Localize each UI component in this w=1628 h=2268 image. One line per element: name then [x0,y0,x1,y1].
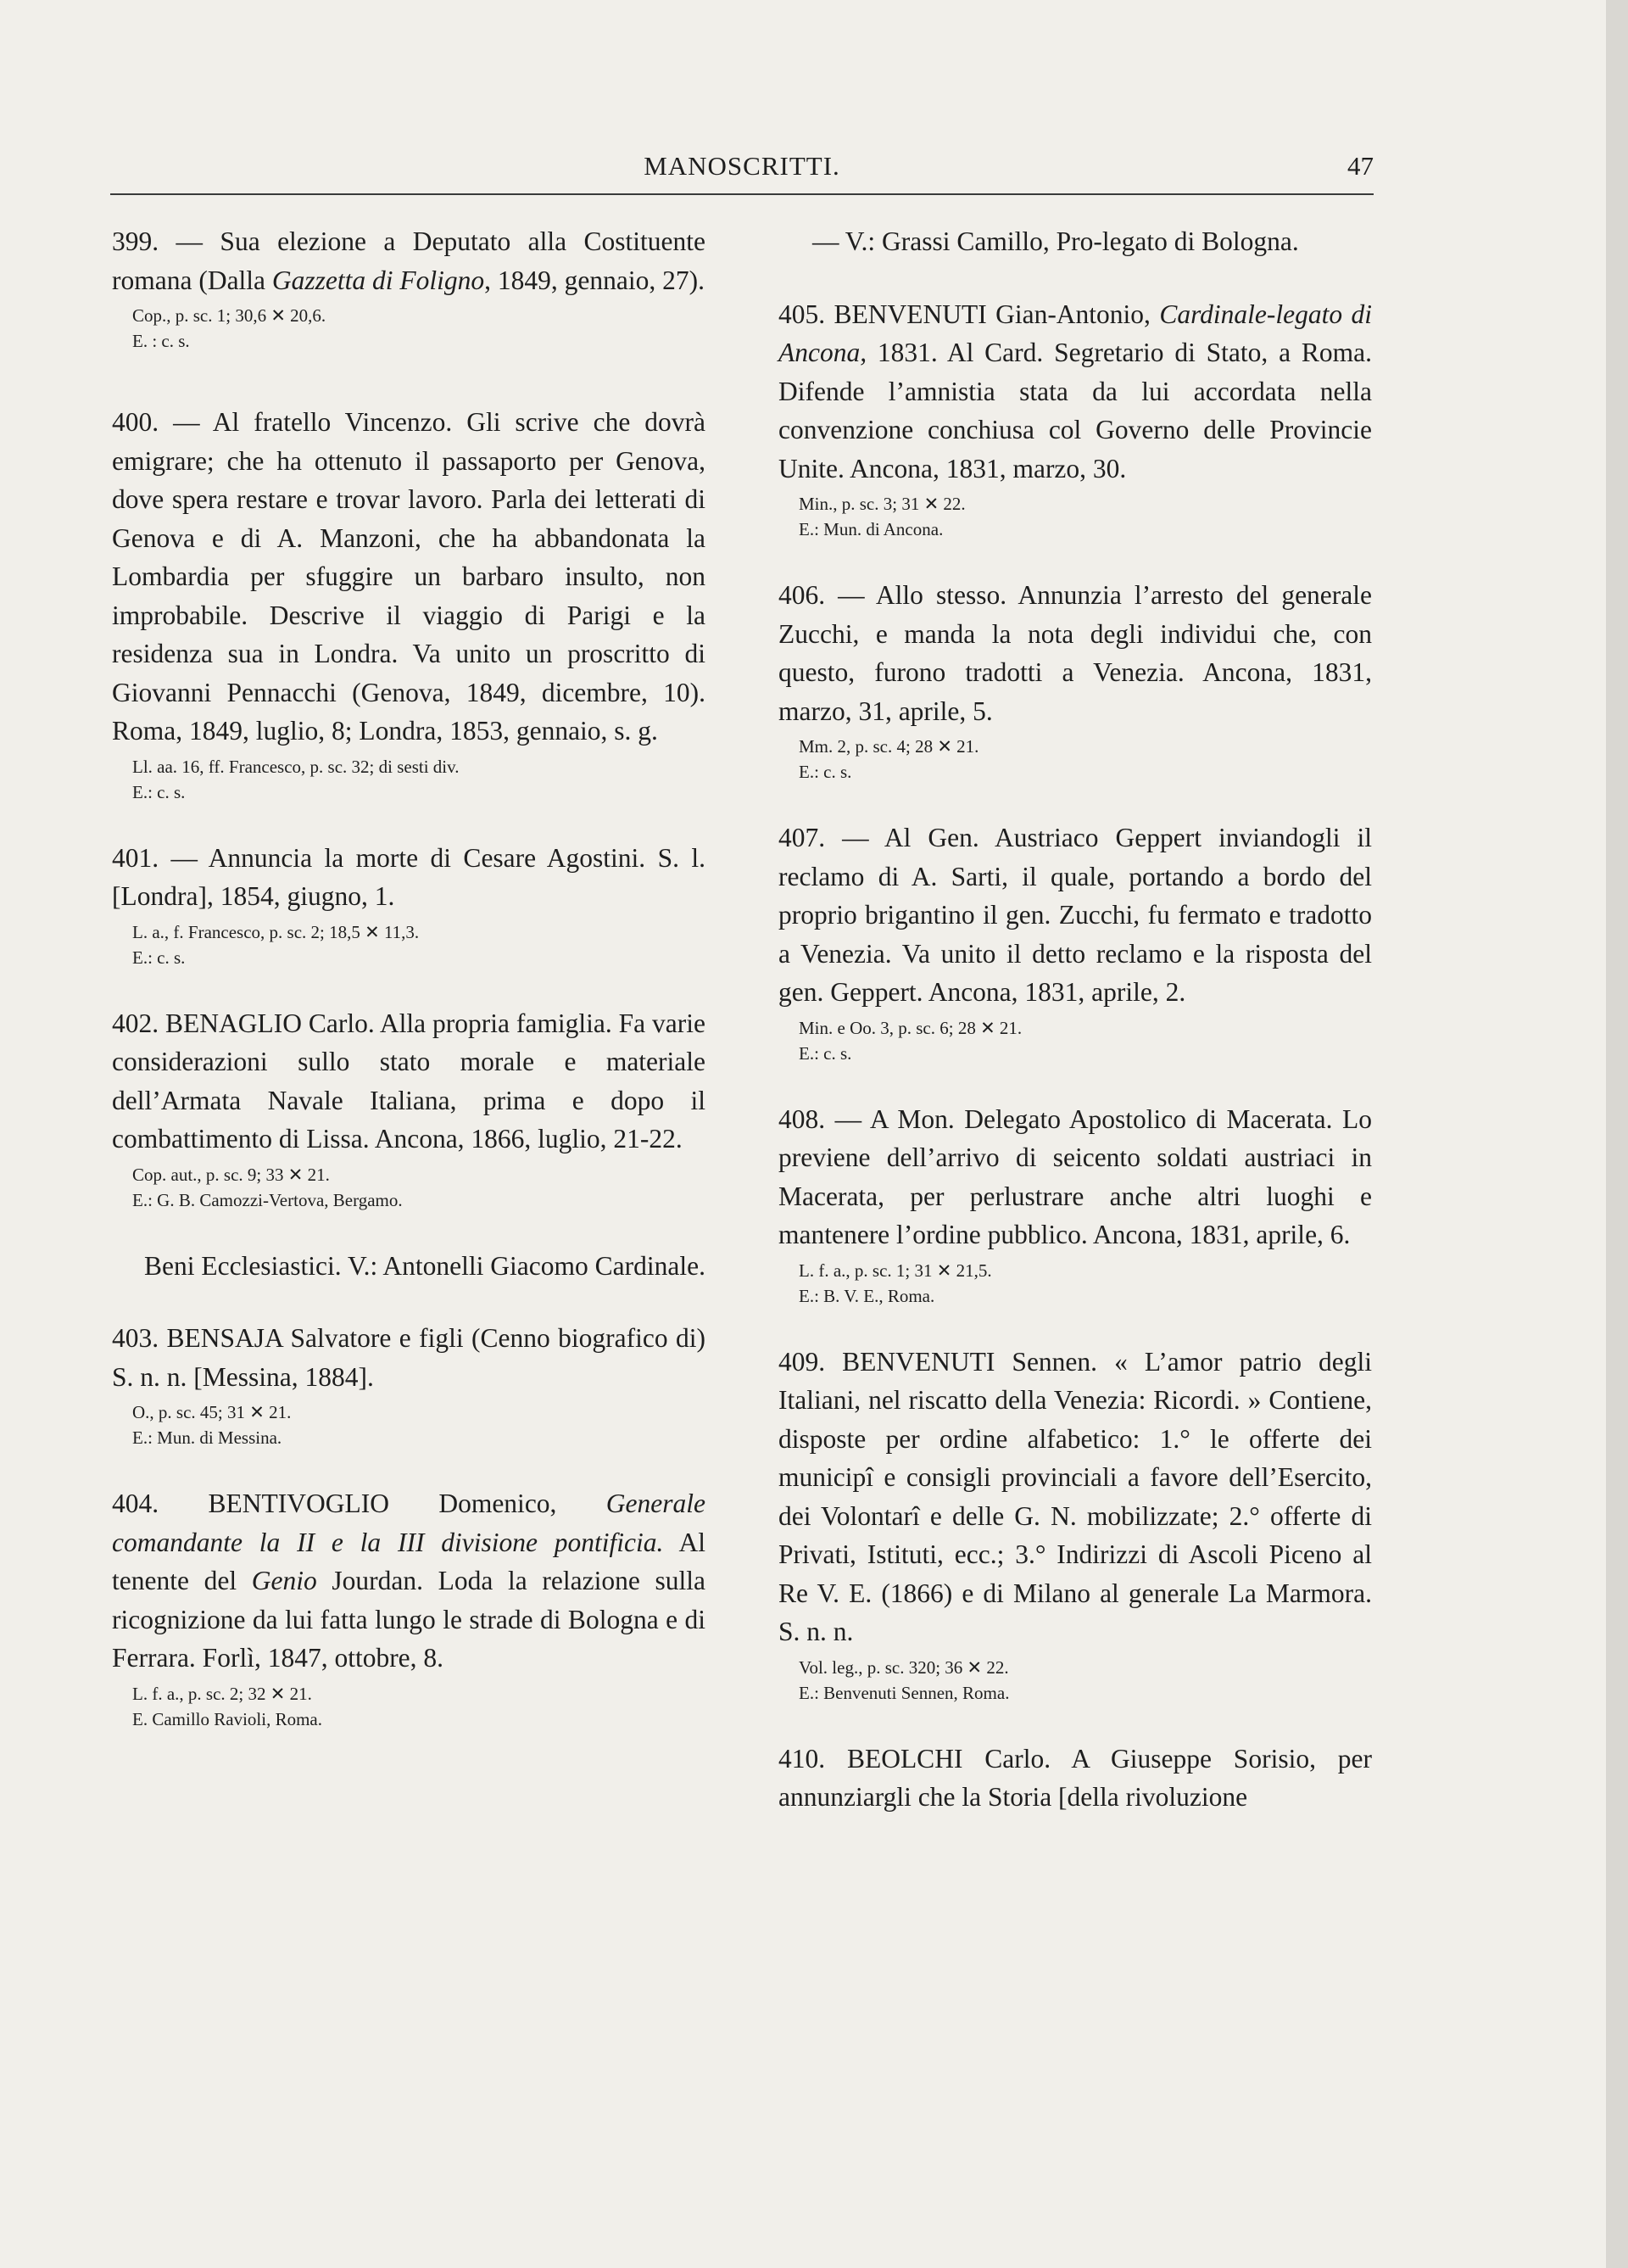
entry-text: 406. — Allo stesso. Annunzia l’arresto del generale Zucchi, e manda la nota degli individui che, con questo, furono tradotti a Venezia. Ancona, 1831, marzo, 31, aprile, 5. [778,580,1372,726]
entry-410 [778,1740,1372,1817]
entry-note: E.: c. s. [799,1042,852,1064]
page-edge-shadow [1606,0,1628,2268]
entry-note: E.: c. s. [132,947,186,968]
entry-note: Mm. 2, p. sc. 4; 28 ✕ 21. [799,736,979,757]
entry-text: 399. — Sua elezione a Deputato alla Costituente romana (Dalla [112,226,705,295]
entry-italic: Cardinale-legato di Ancona, [778,299,1372,367]
entry-note: L. f. a., p. sc. 1; 31 ✕ 21,5. [799,1260,992,1281]
entry-note: E. : c. s. [132,331,190,351]
entry-407 [778,818,1372,1066]
entry-406 [778,576,1372,785]
page-number: 47 [1347,151,1374,181]
entry-tail: Jourdan. Loda la relazione sulla ricognizione da lui fatta lungo le strade di Bologna e di Ferrara. Forlì, 1847, ottobre, 8. [112,1566,705,1673]
running-title: MANOSCRITTI. [644,151,840,181]
entry-note: Cop., p. sc. 1; 30,6 ✕ 20,6. [132,305,326,326]
entry-405 [778,295,1372,543]
entry-italic: Gazzetta di Foligno [271,265,485,295]
entry-tail: 1831. Al Card. Segretario di Stato, a Roma. Difende l’amnistia stata da lui accordata nella convenzione conchiusa col Governo delle Provincie Unite. Ancona, 1831, marzo, 30. [778,338,1372,483]
entry-note: E.: G. B. Camozzi-Vertova, Bergamo. [132,1189,403,1210]
header-rule [110,193,1374,195]
entry-note: E.: Mun. di Messina. [132,1427,282,1448]
entry-402 [112,1004,705,1213]
entry-italic: Generale comandante la II e la III divisione pontificia. [112,1489,705,1557]
entry-note: E.: c. s. [132,781,186,802]
entry-note: Vol. leg., p. sc. 320; 36 ✕ 22. [799,1656,1009,1678]
cross-reference [778,222,1372,261]
entry-text: 402. BENAGLIO Carlo. Alla propria famiglia. Fa varie considerazioni sullo stato morale e materiale dell’Armata Navale Italiana, prima e dopo il combattimento di Lissa. Ancona, 1866, luglio, 21-22. [112,1008,705,1154]
entry-text: Beni Ecclesiastici. V.: Antonelli Giacomo Cardinale. [144,1250,705,1281]
entry-text: 410. BEOLCHI Carlo. A Giuseppe Sorisio, per annunziargli che la Storia [della rivoluzione [778,1743,1372,1812]
entry-note: E. Camillo Ravioli, Roma. [132,1708,322,1729]
entry-note: Min. e Oo. 3, p. sc. 6; 28 ✕ 21. [799,1017,1023,1038]
entry-text: 401. — Annuncia la morte di Cesare Agostini. S. l. [Londra], 1854, giugno, 1. [112,842,705,911]
right-column [778,222,1372,1817]
entry-text: 408. — A Mon. Delegato Apostolico di Macerata. Lo previene dell’arrivo di seicento soldati austriaci in Macerata, per perlustrare anche altri luoghi e mantenere l’ordine pubblico. Ancona, 1831, aprile, 6. [778,1103,1372,1249]
page-header [110,151,1374,193]
entry-note: Ll. aa. 16, ff. Francesco, p. sc. 32; di sesti div. [132,756,460,777]
entry-note: L. f. a., p. sc. 2; 32 ✕ 21. [132,1683,312,1704]
entry-text: 405. BENVENUTI Gian-Antonio, [778,299,1160,329]
entry-text: 400. — Al fratello Vincenzo. Gli scrive che dovrà emigrare; che ha ottenuto il passaporto per Genova, dove spera restare e trovar lavoro. Parla dei letterati di Genova e di A. Manzoni, che ha abbandonata la Lombardia per sfuggire un barbaro insulto, non improbabile. Descrive il viaggio di Parigi e la residenza sua in Londra. Va unito un proscritto di Giovanni Pennacchi (Genova, 1849, dicembre, 10). Roma, 1849, luglio, 8; Londra, 1853, gennaio, s. g. [112,407,705,746]
entry-408 [778,1100,1372,1309]
entry-text: Al tenente del [112,1527,705,1595]
entry-note: Cop. aut., p. sc. 9; 33 ✕ 21. [132,1164,330,1185]
entry-note: O., p. sc. 45; 31 ✕ 21. [132,1402,292,1422]
entry-404 [112,1484,705,1732]
entry-italic: Genio [251,1566,317,1595]
entry-text: 404. BENTIVOGLIO Domenico, [112,1489,606,1518]
entry-note: E.: B. V. E., Roma. [799,1285,935,1306]
entry-401 [112,839,705,970]
entry-note: E.: Benvenuti Sennen, Roma. [799,1682,1010,1703]
entry-400 [112,403,705,805]
entry-409 [778,1343,1372,1706]
entry-note: E.: c. s. [799,762,852,782]
left-column [112,222,705,1732]
entry-399 [112,222,705,354]
entry-text: — V.: Grassi Camillo, Pro-legato di Bologna. [812,226,1299,256]
entry-403 [112,1319,705,1450]
entry-text: 403. BENSAJA Salvatore e figli (Cenno biografico di) S. n. n. [Messina, 1884]. [112,1323,705,1392]
entry-text: 407. — Al Gen. Austriaco Geppert inviandogli il reclamo di A. Sarti, il quale, portando a bordo del proprio brigantino il gen. Zucchi, fu fermato e tradotto a Venezia. Va unito il detto reclamo e la risposta del gen. Geppert. Ancona, 1831, aprile, 2. [778,823,1372,1007]
cross-reference [112,1247,705,1286]
entry-text: 409. BENVENUTI Sennen. « L’amor patrio degli Italiani, nel riscatto della Venezia: Ricordi. » Contiene, disposte per ordine alfabetico: 1.° le offerte dei municipî e consigli provinciali a favore dell’Esercito, dei Volontarî e delle G. N. mobilizzate; 2.° offerte di Privati, Istituti, ecc.; 3.° Indirizzi di Ascoli Piceno al Re V. E. (1866) e di Milano al generale La Marmora. S. n. n. [778,1346,1372,1646]
entry-note: E.: Mun. di Ancona. [799,519,944,539]
entry-note: Min., p. sc. 3; 31 ✕ 22. [799,494,966,514]
entry-note: L. a., f. Francesco, p. sc. 2; 18,5 ✕ 11,3. [132,921,420,942]
entry-tail: , 1849, gennaio, 27). [484,265,705,295]
